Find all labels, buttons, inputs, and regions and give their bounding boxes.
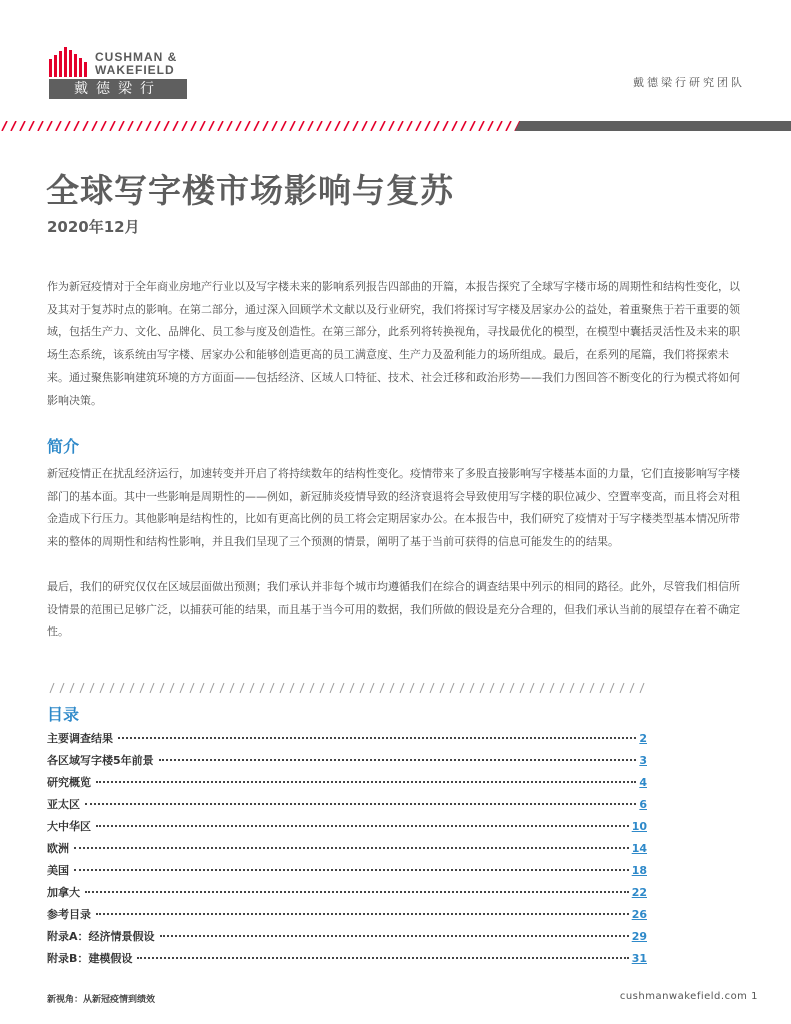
toc-item[interactable] [47,906,647,928]
toc-item-title: 欧洲 [47,842,69,855]
toc-leader [159,759,636,761]
toc-item-title: 参考目录 [47,908,91,921]
toc-page-link[interactable]: 10 [631,820,647,833]
toc-item[interactable] [47,862,647,884]
intro-paragraph: 作为新冠疫情对于全年商业房地产行业以及写字楼未来的影响系列报告四部曲的开篇，本报告探究了全球写字楼市场的周期性和结构性变化，以及其对于复苏时点的影响。在第二部分，通过深入回顾学术文献以及行业研究，我们将探讨写字楼及居家办公的益处，着重聚焦于若干重要的领域，包括生产力、文化、品牌化、员工参与度及创造性。在第三部分，此系列将转换视角，寻找最优化的模型，在模型中囊括灵活性及未来的职场生态系统，该系统由写字楼、居家办公和能够创造更高的员工满意度、生产力及盈利能力的场所组成。最后，在系列的尾篇，我们将探索未来。通过聚焦影响建筑环境的方方面面——包括经济、区域人口特征、技术、社会迁移和政治形势——我们力图回答不断变化的行为模式将如何影响决策。 [47,280,740,407]
toc-item[interactable] [47,950,647,972]
logo-chinese-name: 戴德梁行 [49,79,187,99]
toc-heading: 目录 [47,705,80,724]
toc-item[interactable] [47,818,647,840]
cushman-wakefield-logo-mark [49,47,89,77]
toc-page-link[interactable]: 2 [639,732,647,745]
slash-divider [47,682,747,694]
toc-item[interactable] [47,884,647,906]
toc-page-link[interactable]: 29 [631,930,647,943]
toc-page-link[interactable]: 14 [631,842,647,855]
toc-page-link[interactable]: 3 [639,754,647,767]
footer-website: cushmanwakefield.com [619,991,748,1002]
research-team-label: 戴德梁行研究团队 [633,76,745,89]
toc-leader [160,935,629,937]
report-date: 2020年12月 [47,218,140,236]
toc-item-title: 主要调查结果 [47,732,113,745]
intro-section-paragraph-2: 最后，我们的研究仅仅在区域层面做出预测；我们承认并非每个城市均遵循我们在综合的调查结果中列示的相同的路径。此外，尽管我们相信所设情景的范围已足够广泛，以捕获可能的结果，而且基于当今可用的数据，我们所做的假设是充分合理的，但我们承认当前的展望存在着不确定性。 [47,580,740,639]
toc-leader [118,737,636,739]
toc-leader [137,957,628,959]
logo-line2: WAKEFIELD [95,63,175,77]
toc-page-link[interactable]: 18 [631,864,647,877]
toc-item[interactable] [47,928,647,950]
toc-item[interactable] [47,796,647,818]
toc-leader [85,891,629,893]
toc-item-title: 各区域写字楼5年前景 [47,754,154,767]
toc-item-title: 研究概览 [47,776,91,789]
toc-item[interactable] [47,774,647,796]
toc-item[interactable] [47,840,647,862]
toc-leader [96,913,629,915]
toc-leader [74,847,629,849]
footer-page-number: 1 [751,991,758,1002]
toc-page-link[interactable]: 26 [631,908,647,921]
toc-item[interactable] [47,730,647,752]
toc-page-link[interactable]: 4 [639,776,647,789]
toc-leader [96,825,629,827]
toc-item-title: 大中华区 [47,820,91,833]
toc-item-title: 亚太区 [47,798,80,811]
footer-site [620,991,758,1002]
table-of-contents [47,730,647,972]
toc-page-link[interactable]: 6 [639,798,647,811]
toc-page-link[interactable]: 31 [631,952,647,965]
intro-section-paragraph-1: 新冠疫情正在扰乱经济运行，加速转变并开启了将持续数年的结构性变化。疫情带来了多股直接影响写字楼基本面的力量，它们直接影响写字楼部门的基本面。其中一些影响是周期性的——例如，新冠肺炎疫情导致的经济衰退将会导致使用写字楼的职位减少、空置率变高，而且将会对租金造成下行压力。其他影响是结构性的，比如有更高比例的员工将会定期居家办公。在本报告中，我们研究了疫情对于写字楼类型基本情况所带来的整体的周期性和结构性影响，并且我们呈现了三个预测的情景，阐明了基于当前可获得的信息可能发生的的结果。 [47,467,740,549]
toc-item-title: 附录B：建模假设 [47,952,133,965]
toc-item-title: 加拿大 [47,886,80,899]
toc-leader [96,781,636,783]
toc-item-title: 附录A：经济情景假设 [47,930,155,943]
header-stripe-band [0,121,791,131]
footer-series-title: 新视角：从新冠疫情到绩效 [47,995,156,1005]
toc-item[interactable] [47,752,647,774]
logo-wordmark [95,51,240,77]
toc-leader [85,803,636,805]
logo-line1: CUSHMAN & [95,50,178,64]
toc-item-title: 美国 [47,864,69,877]
toc-page-link[interactable]: 22 [631,886,647,899]
report-title: 全球写字楼市场影响与复苏 [46,171,454,210]
toc-leader [74,869,629,871]
intro-section-heading: 简介 [47,437,80,456]
